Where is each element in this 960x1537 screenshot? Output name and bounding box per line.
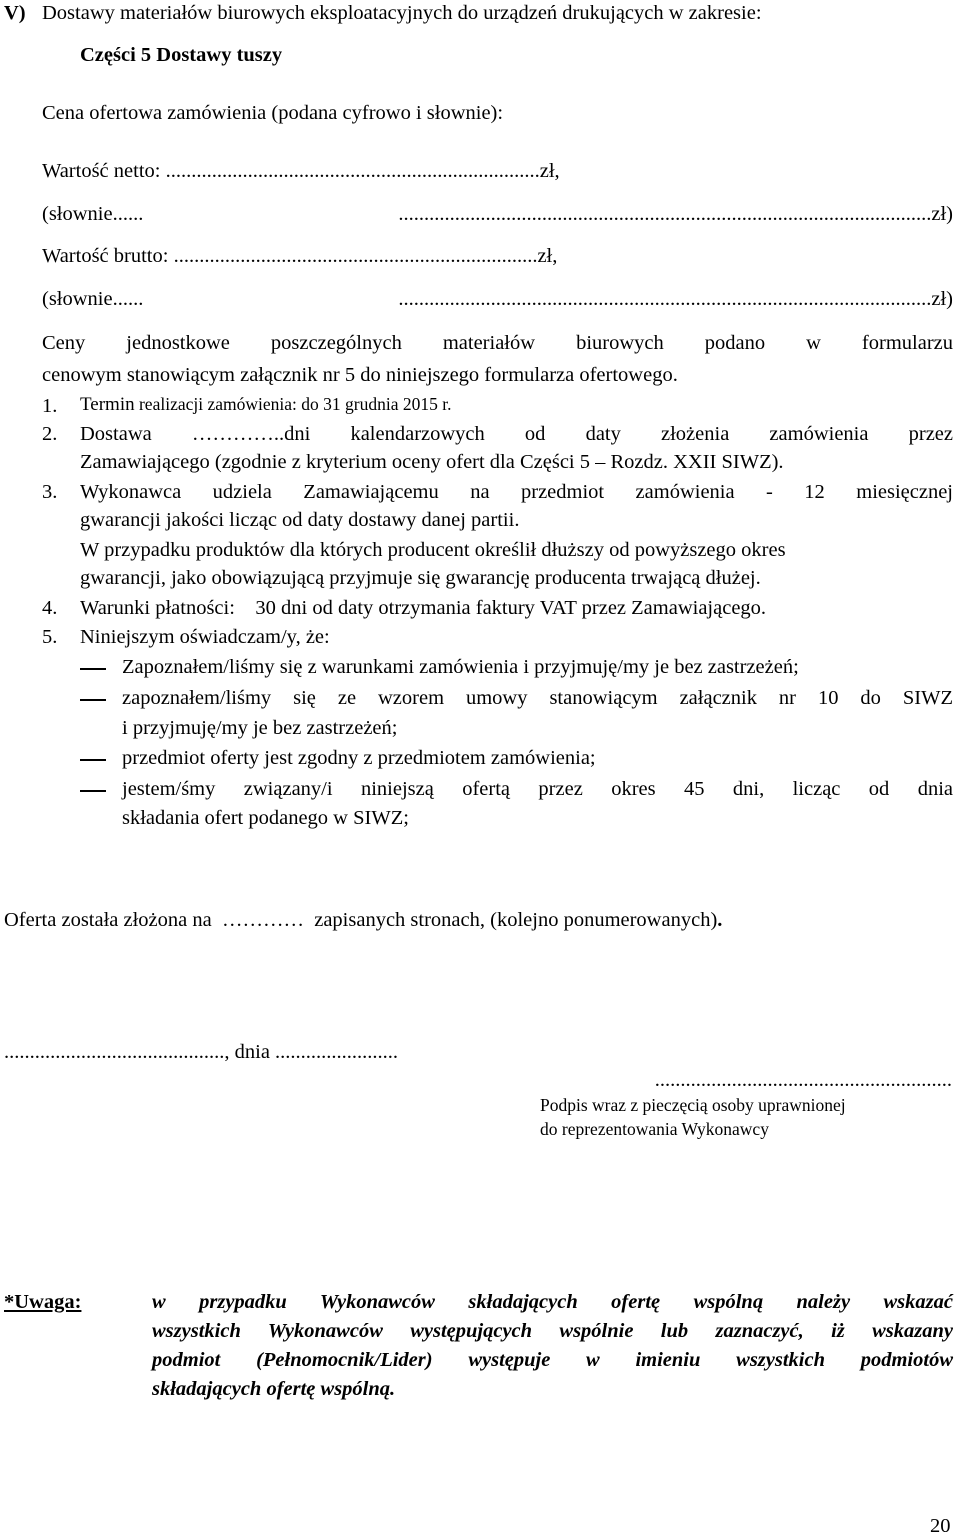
dash-bullet-3 (80, 759, 106, 761)
place-date-line: ..........................................., dnia ........................ (4, 1041, 399, 1063)
item-3-line-3: W przypadku produktów dla których producent określił dłuższy od powyższego okres (80, 539, 786, 561)
part-title: Części 5 Dostawy tuszy (80, 44, 283, 66)
item-4-number: 4. (42, 597, 58, 619)
item-1-line-1: realizacji zamówienia: do 31 grudnia 2015 r. (134, 394, 452, 414)
signature-caption-line-2: do reprezentowania Wykonawcy (540, 1119, 769, 1139)
dash-bullet-1 (80, 668, 106, 670)
declaration-4-line-2: składania ofert podanego w SIWZ; (122, 807, 409, 829)
item-3-line-2: gwarancji jakości licząc od daty dostawy danej partii. (80, 509, 520, 531)
declaration-2-line-2: i przyjmuję/my je bez zastrzeżeń; (122, 717, 398, 739)
unit-prices-line-1: Ceny jednostkowe poszczególnych materiałów biurowych podano w formularzu (42, 332, 953, 354)
item-4-line-1: Warunki płatności: 30 dni od daty otrzymania faktury VAT przez Zamawiającego. (80, 597, 767, 619)
offer-pages-text: Oferta została złożona na ………… zapisanych stronach, (kolejno ponumerowanych) (4, 909, 718, 931)
signature-caption-line-1: Podpis wraz z pieczęcią osoby uprawnionej (540, 1095, 846, 1115)
note-line-1: w przypadku Wykonawców składających ofertę wspólną należy wskazać (152, 1291, 953, 1313)
declaration-3-line-1: przedmiot oferty jest zgodny z przedmiotem zamówienia; (122, 747, 596, 769)
note-line-4: składających ofertę wspólną. (152, 1378, 396, 1400)
declaration-2-line-1: zapoznałem/liśmy się ze wzorem umowy stanowiącym załącznik nr 10 do SIWZ (122, 687, 953, 709)
item-2-line-1: Dostawa …………..dni kalendarzowych od daty złożenia zamówienia przez (80, 423, 953, 445)
note-line-3: podmiot (Pełnomocnik/Lider) występuje w imieniu wszystkich podmiotów (152, 1349, 953, 1371)
item-3-line-1: Wykonawca udziela Zamawiającemu na przedmiot zamówienia - 12 miesięcznej (80, 481, 953, 503)
netto-words-fill: ........................................................................................................zł) (398, 204, 953, 225)
item-1-head: Termin (80, 394, 135, 415)
dash-bullet-4 (80, 790, 106, 792)
signature-dots: .......................................................... (654, 1070, 952, 1091)
section-title: Dostawy materiałów biurowych eksploatacyjnych do urządzeń drukujących w zakresie: (42, 2, 762, 24)
page-number: 20 (930, 1515, 951, 1537)
item-3-number: 3. (42, 481, 58, 503)
item-1-text (80, 394, 451, 415)
unit-prices-line-2: cenowym stanowiącym załącznik nr 5 do niniejszego formularza ofertowego. (42, 364, 678, 386)
offer-pages-end: . (717, 909, 723, 931)
item-2-line-2: Zamawiającego (zgodnie z kryterium oceny ofert dla Części 5 – Rozdz. XXII SIWZ). (80, 451, 784, 473)
brutto-words-label: (słownie...... (42, 288, 144, 310)
item-5-number: 5. (42, 626, 58, 648)
note-label: *Uwaga: (4, 1291, 82, 1313)
item-3-line-4: gwarancji, jako obowiązującą przyjmuje się gwarancję producenta trwającą dłużej. (80, 567, 761, 589)
declaration-4-line-1: jestem/śmy związany/i niniejszą ofertą przez okres 45 dni, licząc od dnia (122, 778, 953, 800)
declaration-1-line-1: Zapoznałem/liśmy się z warunkami zamówienia i przyjmuję/my je bez zastrzeżeń; (122, 656, 799, 678)
brutto-words-fill: ........................................................................................................zł) (398, 289, 953, 310)
section-label: V) (4, 2, 26, 24)
item-2-number: 2. (42, 423, 58, 445)
item-5-line-1: Niniejszym oświadczam/y, że: (80, 626, 330, 648)
dash-bullet-2 (80, 699, 106, 701)
item-1-number: 1. (42, 395, 58, 417)
netto-words-label: (słownie...... (42, 203, 144, 225)
note-line-2: wszystkich Wykonawców występujących wspólnie lub zaznaczyć, iż wskazany (152, 1320, 953, 1342)
netto-value-line: Wartość netto: .........................................................................zł, (42, 160, 560, 182)
price-heading: Cena ofertowa zamówienia (podana cyfrowo i słownie): (42, 102, 504, 124)
brutto-value-line: Wartość brutto: .......................................................................zł, (42, 245, 558, 267)
offer-pages-statement (4, 910, 722, 931)
